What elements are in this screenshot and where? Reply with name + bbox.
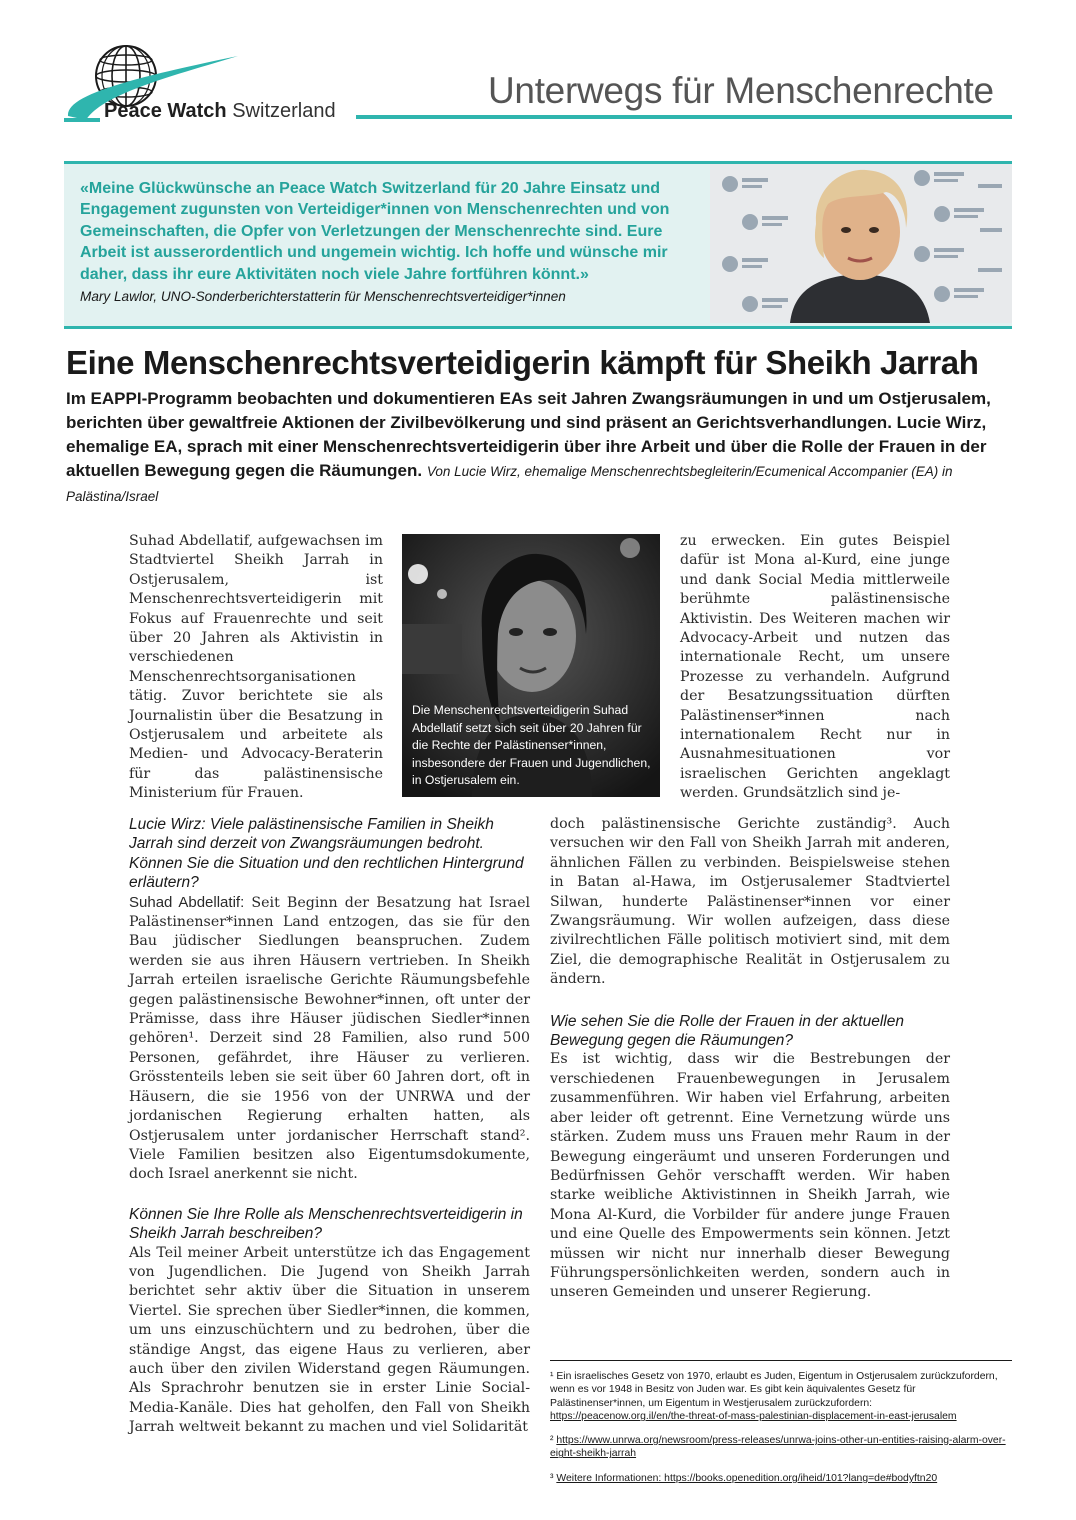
quote-portrait-photo xyxy=(710,164,1012,323)
speaker-label: Suhad Abdellatif: xyxy=(129,893,245,911)
footnote-1-link[interactable]: https://peacenow.org.il/en/the-threat-of-mass-palestinian-displacement-in-east-jerusalem xyxy=(550,1411,957,1423)
article-lead: Im EAPPI-Programm beobachten und dokumentieren EAs seit Jahren Zwangsräumungen in und um Ostjerusalem, berichten über gewaltfreie Aktionen der Zivilbevölkerung und sind präsent an Gerichtsverhandlungen. Lucie Wirz, ehemalige EA, sprach mit einer Menschenrechtsverteidigerin über ihre Arbeit und über die Rolle der Frauen in der aktuellen Bewegung gegen die Räumungen. Von Lucie Wirz, ehemalige Menschenrechtsbegleiterin/Ecumenical Accompanier (EA) in Palästina/Israel xyxy=(66,389,991,504)
quote-author: Mary Lawlor, UNO-Sonderberichterstatterin für Menschenrechtsverteidiger*innen xyxy=(80,289,566,304)
quote-text: «Meine Glückwünsche an Peace Watch Switzerland für 20 Jahre Einsatz und Engagement zugunsten von Verteidiger*innen von Menschenrechten und von Gemeinschaften, die Opfer von Verletzungen der Menschenrechte sind. Eure Arbeit ist ausserordentlich und ungemein wichtig. Ich hoffe und wünsche mir daher, dass ihr eure Aktivitäten noch viele Jahre fortführen könnt.» xyxy=(80,180,670,283)
logo-underline xyxy=(64,118,100,122)
footnote-divider xyxy=(550,1360,1012,1361)
answer-3: Es ist wichtig, dass wir die Bestrebungen der verschiedenen Frauenbewegungen in Jerusalem zusammenführen. Wir haben viel Erfahrung, arbeiten aber leider oft getrennt. Eine Vernetzung würde uns stärken. Zudem muss uns Frauen mehr Raum in der Bewegung eingeräumt und unseren Forderungen und Bedürfnissen Gehör verschafft werden. Wir haben starke weibliche Aktivistinnen in Sheikh Jarrah, wie Mona Al-Kurd, die Vorbilder für andere junge Frauen und eine Quelle des Empowerments sein können. Jetzt müssen wir nicht nur innerhalb dieser Bewegung Führungspersönlichkeiten werden, sondern auch in unseren Gemeinden und unserer Regierung. xyxy=(550,1051,950,1301)
article-headline: Eine Menschenrechtsverteidigerin kämpft für Sheikh Jarrah xyxy=(66,344,979,381)
intro-paragraph: Suhad Abdellatif, aufgewachsen im Stadtviertel Sheikh Jarrah in Ostjerusalem, ist Menschenrechtsverteidigerin mit Fokus auf Frauenrechte und seit über 20 Jahren als Aktivistin in verschiedenen Menschenrechtsorganisationen tätig. Zuvor berichtete sie als Journalistin über die Besatzung in Ostjerusalem und arbeitete als Medien- und Advocacy-Beraterin für das palästinensische Ministerium für Frauen. xyxy=(129,533,383,802)
answer-2: Als Teil meiner Arbeit unterstütze ich das Engagement von Jugendlichen. Die Jugend von Sheikh Jarrah berichtet sehr aktiv über die Situation in unserem Viertel. Sie sprechen über Siedler*innen, die kommen, um uns einzuschüchtern und zu bedrohen, über die ständige Angst, das eigene Haus zu verlieren, aber auch über den zivilen Widerstand gegen Räumungen. Als Sprachrohr benutzen sie in erster Linie Social-Media-Kanäle. Dies hat geholfen, den Fall von Sheikh Jarrah weltweit bekannt zu machen und viel Solidarität xyxy=(129,1244,530,1436)
question-1: Lucie Wirz: Viele palästinensische Familien in Sheikh Jarrah sind derzeit von Zwangsräumungen bedroht. Können Sie die Situation und den rechtlichen Hintergrund erläutern? xyxy=(129,816,524,892)
footnote-2: ² https://www.unrwa.org/newsroom/press-releases/unrwa-joins-other-un-entities-raising-alarm-over-eight-sheikh-jarrah xyxy=(550,1435,1006,1460)
right-column xyxy=(550,815,950,1303)
footnote-1: ¹ Ein israelisches Gesetz von 1970, erlaubt es Juden, Eigentum in Ostjerusalem zurückzufordern, wenn es vor 1948 in Besitz von Juden war. Es gibt kein äquivalentes Gesetz für Palästinenser*innen, um Eigentum in Westjerusalem zurückzufordern: https://peacenow.org.il/en/the-threat-of-mass-palestinian-displacement-in-east-jerusalem xyxy=(550,1371,998,1423)
footnote-2-link[interactable]: https://www.unrwa.org/newsroom/press-releases/unrwa-joins-other-un-entities-raising-alarm-over-eight-sheikh-jarrah xyxy=(550,1435,1006,1460)
right-column-top: zu erwecken. Ein gutes Beispiel dafür ist Mona al-Kurd, eine junge und dank Social Media mittlerweile berühmte palästinensische Aktivistin. Des Weiteren machen wir Advocacy-Arbeit und nutzen das internationale Recht, um unsere Prozesse zu verhandeln. Aufgrund der Besatzungssituation dürften Palästinenser*innen nach internationalem Recht nur in Ausnahmesituationen vor israelischen Gerichten angeklagt werden. Grundsätzlich sind je- xyxy=(680,533,950,802)
logo-wordmark: Peace Watch Switzerland xyxy=(104,100,336,122)
page-title: Unterwegs für Menschenrechte xyxy=(488,70,994,111)
photo-caption: Die Menschenrechtsverteidigerin Suhad Abdellatif setzt sich seit über 20 Jahren für die Rechte der Palästinenser*innen, insbesondere der Frauen und Jugendlichen, in Ostjerusalem ein. xyxy=(412,703,651,788)
left-column xyxy=(129,815,530,1438)
question-2: Können Sie Ihre Rolle als Menschenrechtsverteidigerin in Sheikh Jarrah beschreiben? xyxy=(129,1205,523,1243)
answer-1: Seit Beginn der Besatzung hat Israel Palästinenser*innen Land entzogen, das sie für den Bau jüdischer Siedlungen beanspruchen. Zudem werden sie aus ihren Häusern vertrieben. In Sheikh Jarrah erteilen israelische Gerichte Räumungsbefehle gegen palästinensische Bewohner*innen, oft unter der Prämisse, dass ihre Häuser jüdischen Siedler*innen gehören¹. Derzeit sind 28 Familien, also rund 500 Personen, gefährdet, ihre Häuser zu verlieren. Grösstenteils leben sie seit über 60 Jahren dort, oft in Häusern, die sie 1956 von der UNRWA und der jordanischen Regierung erhalten hatten, als Ostjerusalem unter jordanischer Herrschaft stand². Viele Familien besitzen also Eigentumsdokumente, doch Israel anerkennt sie nicht. xyxy=(129,894,530,1183)
question-3: Wie sehen Sie die Rolle der Frauen in der aktuellen Bewegung gegen die Räumungen? xyxy=(550,1012,904,1050)
right-column-continued: doch palästinensische Gerichte zuständig³. Auch versuchen wir den Fall von Sheikh Jarrah mit anderen, ähnlichen Fällen zu verbinden. Beispielsweise stehen in Batan al-Hawa, im Ostjerusalemer Stadtviertel Silwan, hunderte Palästinenser*innen vor einer Zwangsräumung. Wir wollen aufzeigen, dass diese zivilrechtlichen Fälle politisch motiviert sind, mit dem Ziel, die demographische Realität in Ostjerusalem zu ändern. xyxy=(550,816,950,988)
article-byline: Von Lucie Wirz, ehemalige Menschenrechtsbegleiterin/Ecumenical Accompanier (EA) in Palästina/Israel xyxy=(66,464,953,504)
footnote-3: ³ Weitere Informationen: https://books.openedition.org/iheid/101?lang=de#bodyftn20 xyxy=(550,1473,938,1484)
header-divider xyxy=(356,115,1012,119)
footnote-3-link[interactable]: Weitere Informationen: https://books.openedition.org/iheid/101?lang=de#bodyftn20 xyxy=(556,1473,938,1484)
